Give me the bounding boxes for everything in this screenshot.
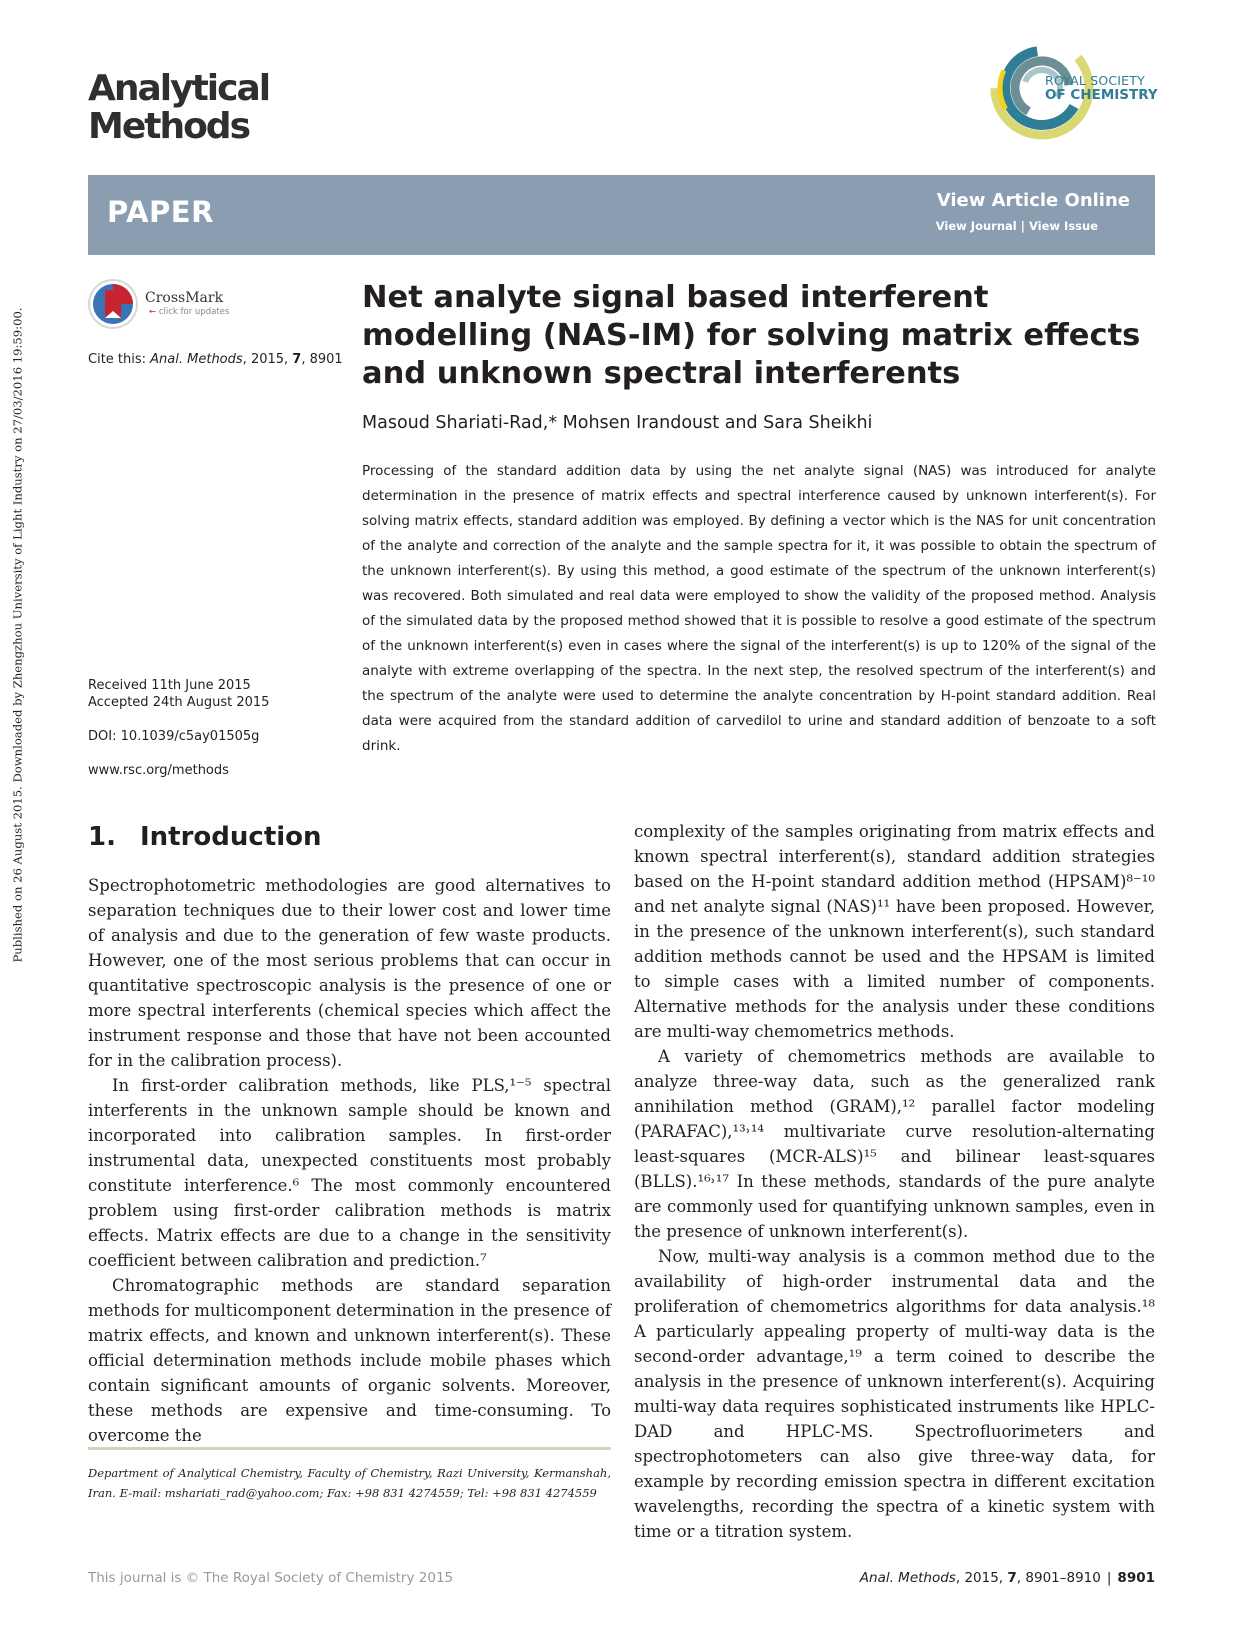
footer-volume: 7	[1007, 1570, 1017, 1586]
accepted-date: Accepted 24th August 2015	[88, 695, 270, 710]
cite-this: Cite this: Anal. Methods, 2015, 7, 8901	[88, 352, 343, 367]
article-title: Net analyte signal based interferent modelling (NAS-IM) for solving matrix effects and unknown spectral interferents	[362, 280, 1141, 391]
citation-footer: Anal. Methods, 2015, 7, 8901–8910 | 8901	[859, 1570, 1155, 1586]
cite-volume: 7	[292, 352, 302, 367]
arrow-left-icon: ←	[149, 307, 159, 317]
paragraph: Now, multi-way analysis is a common method due to the availability of high-order instrumental data and the proliferation of chemometrics algorithms for data analysis.¹⁸ A particularly appealing property of multi-way data is the second-order advantage,¹⁹ a term coined to describe the analysis in the presence of unknown interferent(s). Acquiring multi-way data requires sophisticated instruments like HPLC-DAD and HPLC-MS. Spectrofluorimeters and spectrophotometers can also give three-way data, for example by recording emission spectra in different excitation wavelengths, recording the spectra of a kinetic system with time or a titration system.	[634, 1247, 1155, 1541]
cite-prefix: Cite this:	[88, 352, 151, 367]
side-note-text: Published on 26 August 2015. Downloaded by Zhengzhou University of Light Industry on 27/03/2016 19:59:00.	[10, 307, 25, 963]
body-column-right	[634, 819, 1155, 1544]
crossmark-label[interactable]: CrossMark	[145, 290, 224, 306]
paragraph: A variety of chemometrics methods are available to analyze three-way data, such as the generalized rank annihilation method (GRAM),¹² parallel factor modeling (PARAFAC),¹³˒¹⁴ multivariate curve resolution-alternating least-squares (MCR-ALS)¹⁵ and bilinear least-squares (BLLS).¹⁶˒¹⁷ In these methods, standards of the pure analyte are commonly used for quantifying unknown samples, even in the presence of unknown interferent(s).	[634, 1047, 1155, 1241]
footer-year: 2015,	[964, 1570, 1004, 1586]
download-side-note	[6, 255, 28, 1015]
journal-name-line1: Analytical	[88, 68, 270, 109]
paragraph: Chromatographic methods are standard separation methods for multicomponent determination in the presence of matrix effects, and known and unknown interferent(s). These official determination methods include mobile phases which contain significant amounts of organic solvents. Moreover, these methods are expensive and time-consuming. To overcome the	[88, 1276, 611, 1445]
rsc-line2: OF CHEMISTRY	[1045, 87, 1158, 103]
paragraph: Spectrophotometric methodologies are good alternatives to separation techniques due to their lower cost and lower time of analysis and due to the generation of few waste products. However, one of the most serious problems that can occur in quantitative spectroscopic analysis is the presence of one or more spectral interferents (chemical species which affect the instrument response and those that have not been accounted for in the calibration process).	[88, 876, 611, 1070]
rsc-wordmark	[1045, 73, 1158, 103]
footer-journal: Anal. Methods	[859, 1570, 956, 1586]
section-title: Introduction	[140, 822, 322, 852]
page-number: 8901	[1117, 1570, 1155, 1586]
footer-separator: |	[1106, 1570, 1112, 1586]
cite-page: 8901	[309, 352, 343, 367]
crossmark-sub[interactable]	[149, 307, 229, 317]
author-affiliation: Department of Analytical Chemistry, Faculty of Chemistry, Razi University, Kermanshah, Iran. E-mail: mshariati_rad@yahoo.com; Fax: +98 831 4274559; Tel: +98 831 4274559	[88, 1466, 611, 1500]
doi[interactable]: DOI: 10.1039/c5ay01505g	[88, 729, 260, 744]
abstract: Processing of the standard addition data by using the net analyte signal (NAS) was introduced for analyte determination in the presence of matrix effects and spectral interference caused by unknown interferent(s). For solving matrix effects, standard addition was employed. By defining a vector which is the NAS for unit concentration of the analyte and correction of the analyte and the sample spectra for it, it was possible to obtain the spectrum of the unknown interferent(s). By using this method, a good estimate of the spectrum of the unknown interferent(s) was recovered. Both simulated and real data were employed to show the validity of the proposed method. Analysis of the simulated data by the proposed method showed that it is possible to resolve a good estimate of the spectrum of the unknown interferent(s) even in cases where the signal of the interferent(s) is up to 120% of the signal of the analyte with extreme overlapping of the spectra. In the next step, the resolved spectrum of the interferent(s) and the spectrum of the analyte were used to determine the analyte concentration by H-point standard addition. Real data were acquired from the standard addition of carvedilol to urine and standard addition of benzoate to a soft drink.	[362, 463, 1156, 754]
cite-journal: Anal. Methods	[150, 352, 243, 367]
copyright-footer: This journal is © The Royal Society of Chemistry 2015	[88, 1570, 454, 1586]
article-banner	[88, 175, 1155, 255]
footer-pages: 8901–8910	[1025, 1570, 1101, 1586]
body-column-left	[88, 873, 611, 1448]
footnote-divider	[88, 1447, 611, 1450]
crossmark-sub-text: click for updates	[158, 307, 230, 317]
cite-year: 2015,	[250, 352, 289, 367]
journal-logo[interactable]	[88, 70, 269, 146]
view-article-online-link[interactable]: View Article Online	[936, 190, 1130, 211]
section-number: 1.	[88, 822, 116, 852]
banner-link-separator: |	[1020, 219, 1025, 233]
article-type: PAPER	[107, 195, 214, 229]
paragraph: In first-order calibration methods, like PLS,¹⁻⁵ spectral interferents in the unknown sample should be known and incorporated into calibration samples. In first-order instrumental data, unexpected constituents most probably constitute interference.⁶ The most commonly encountered problem using first-order calibration methods is matrix effects. Matrix effects are due to a change in the sensitivity coefficient between calibration and prediction.⁷	[88, 1076, 611, 1270]
paragraph: complexity of the samples originating from matrix effects and known spectral interferent(s), standard addition strategies based on the H-point standard addition method (HPSAM)⁸⁻¹⁰ and net analyte signal (NAS)¹¹ have been proposed. However, in the presence of the unknown interferent(s), such standard addition methods cannot be used and the HPSAM is limited to simple cases with a limited number of components. Alternative methods for the analysis under these conditions are multi-way chemometrics methods.	[634, 822, 1155, 1041]
journal-url-link[interactable]: www.rsc.org/methods	[88, 763, 229, 778]
view-issue-link[interactable]: View Issue	[1028, 219, 1098, 233]
view-journal-link[interactable]: View Journal	[935, 219, 1017, 233]
rsc-line1: ROYAL SOCIETY	[1045, 73, 1145, 88]
section-heading	[88, 822, 322, 852]
authors: Masoud Shariati-Rad,* Mohsen Irandoust and Sara Sheikhi	[362, 413, 873, 433]
received-date: Received 11th June 2015	[88, 678, 251, 693]
banner-sublinks	[936, 219, 1098, 233]
journal-name-line2: Methods	[88, 106, 250, 147]
